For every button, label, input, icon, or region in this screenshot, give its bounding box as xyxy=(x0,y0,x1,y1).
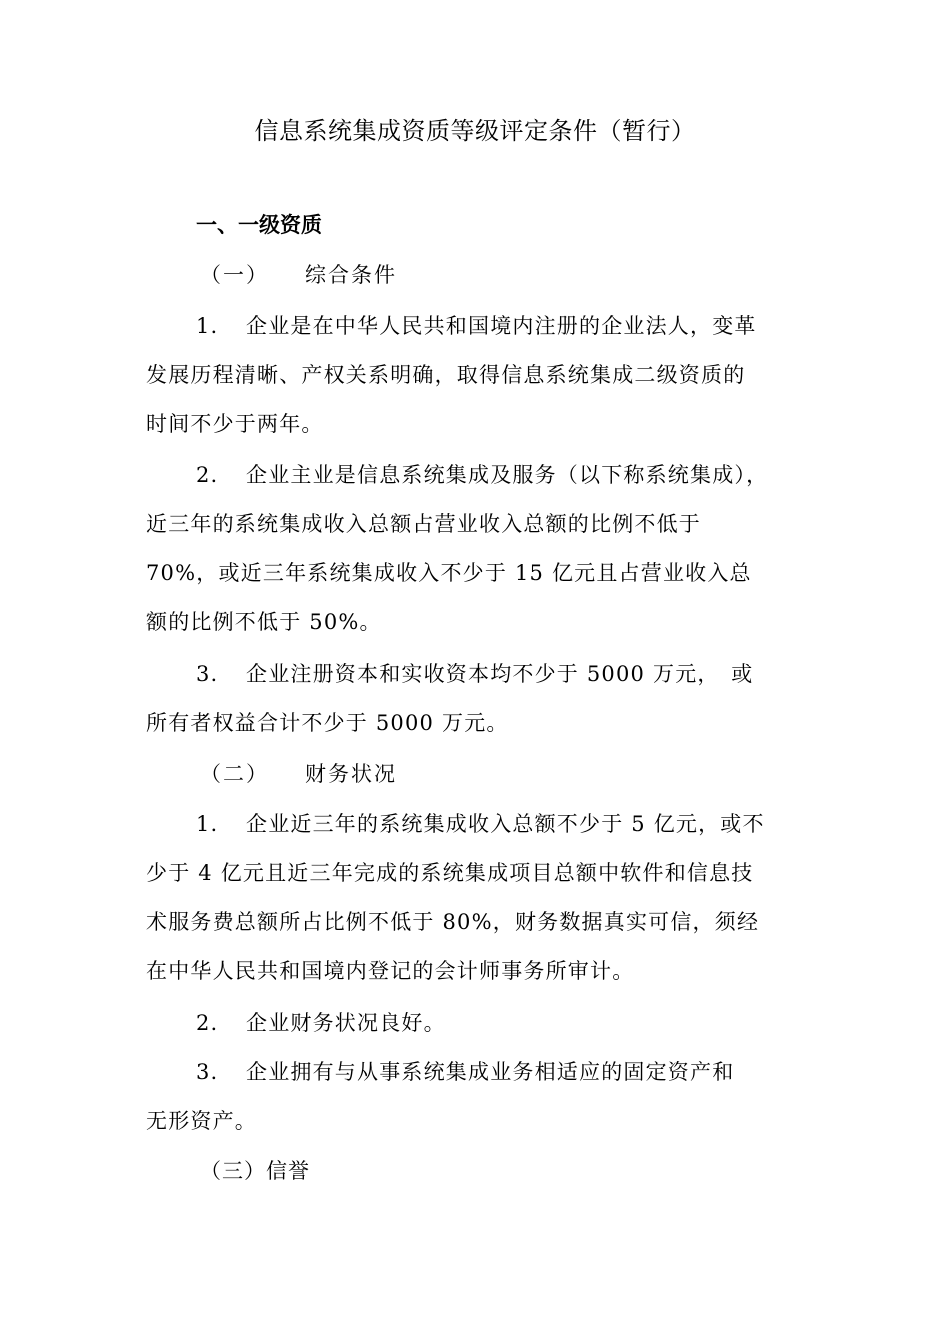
paragraph-general-3 xyxy=(146,650,806,748)
paragraph-line: 发展历程清晰、产权关系明确，取得信息系统集成二级资质的 xyxy=(146,363,746,387)
subsection-label: （三） xyxy=(200,1159,266,1183)
paragraph-line: 2. 企业财务状况良好。 xyxy=(146,999,806,1048)
paragraph-line: 额的比例不低于 50%。 xyxy=(146,610,382,634)
paragraph-general-2 xyxy=(146,451,806,647)
paragraph-finance-2 xyxy=(146,999,806,1048)
item-number: 3. xyxy=(196,1060,219,1084)
paragraph-line: 所有者权益合计不少于 5000 万元。 xyxy=(146,711,509,735)
subsection-title: 财务状况 xyxy=(305,762,397,786)
section-heading-level-1: 一、一级资质 xyxy=(196,213,322,237)
paragraph-line: 少于 4 亿元且近三年完成的系统集成项目总额中软件和信息技 xyxy=(146,861,754,885)
paragraph-line: 1. 企业是在中华人民共和国境内注册的企业法人，变革 xyxy=(146,302,806,351)
subsection-title: 信誉 xyxy=(266,1159,310,1183)
paragraph-line: 2. 企业主业是信息系统集成及服务（以下称系统集成）， xyxy=(146,451,806,500)
subsection-heading-finance xyxy=(200,758,397,790)
paragraph-line: 70%，或近三年系统集成收入不少于 15 亿元且占营业收入总 xyxy=(146,561,752,585)
paragraph-general-1 xyxy=(146,302,806,449)
paragraph-line: 3. 企业注册资本和实收资本均不少于 5000 万元， 或 xyxy=(146,650,806,699)
item-number: 1. xyxy=(196,314,219,338)
paragraph-finance-3 xyxy=(146,1048,806,1146)
item-number: 3. xyxy=(196,662,219,686)
item-number: 2. xyxy=(196,1011,219,1035)
paragraph-line: 无形资产。 xyxy=(146,1109,257,1133)
subsection-title: 综合条件 xyxy=(305,263,397,287)
item-number: 1. xyxy=(196,812,219,836)
subsection-label: （一） xyxy=(200,263,269,287)
document-title: 信息系统集成资质等级评定条件（暂行） xyxy=(254,117,696,145)
subsection-label: （二） xyxy=(200,762,269,786)
subsection-heading-general xyxy=(200,259,397,291)
paragraph-line: 3. 企业拥有与从事系统集成业务相适应的固定资产和 xyxy=(146,1048,806,1097)
paragraph-line: 术服务费总额所占比例不低于 80%，财务数据真实可信，须经 xyxy=(146,910,760,934)
paragraph-line: 近三年的系统集成收入总额占营业收入总额的比例不低于 xyxy=(146,512,701,536)
paragraph-finance-1 xyxy=(146,800,806,996)
item-number: 2. xyxy=(196,463,219,487)
subsection-heading-credit xyxy=(200,1155,310,1187)
paragraph-line: 1. 企业近三年的系统集成收入总额不少于 5 亿元，或不 xyxy=(146,800,806,849)
paragraph-line: 在中华人民共和国境内登记的会计师事务所审计。 xyxy=(146,959,635,983)
paragraph-line: 时间不少于两年。 xyxy=(146,412,324,436)
